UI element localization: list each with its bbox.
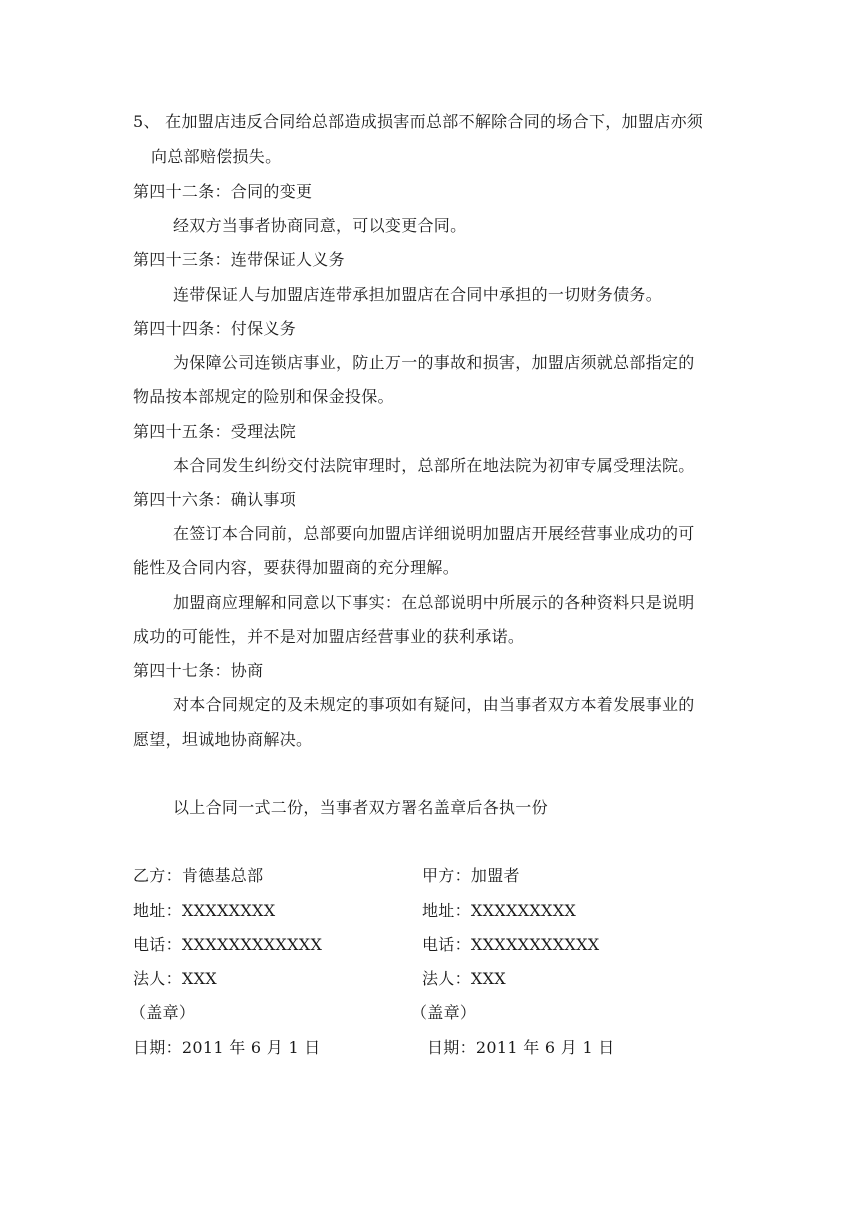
party-a-phone: 电话：XXXXXXXXXXX: [422, 935, 600, 954]
article-43-body: 连带保证人与加盟店连带承担加盟店在合同中承担的一切财务债务。: [173, 285, 663, 304]
article-47-heading: 第四十七条：协商: [133, 661, 264, 680]
article-45-heading: 第四十五条：受理法院: [133, 422, 297, 441]
party-b-seal: （盖章）: [130, 1003, 196, 1022]
article-44-heading: 第四十四条：付保义务: [133, 319, 297, 338]
clause-5-line-2: 向总部赔偿损失。: [151, 147, 282, 166]
clause-5-line-1: 5、 在加盟店违反合同给总部造成损害而总部不解除合同的场合下，加盟店亦须: [133, 112, 704, 131]
party-b-name: 乙方：肯德基总部: [133, 866, 264, 885]
article-47-body-line-1: 对本合同规定的及未规定的事项如有疑问，由当事者双方本着发展事业的: [173, 695, 695, 714]
party-b-legal-rep: 法人：XXX: [133, 969, 217, 988]
article-46-para-2-line-2: 成功的可能性，并不是对加盟店经营事业的获利承诺。: [133, 627, 525, 646]
article-46-heading: 第四十六条：确认事项: [133, 490, 297, 509]
party-a-date: 日期：2011 年 6 月 1 日: [427, 1038, 615, 1057]
party-a-seal: （盖章）: [411, 1003, 477, 1022]
closing-statement: 以上合同一式二份，当事者双方署名盖章后各执一份: [173, 798, 548, 817]
article-44-body-line-2: 物品按本部规定的险别和保金投保。: [133, 387, 394, 406]
party-b-phone: 电话：XXXXXXXXXXXX: [133, 935, 323, 954]
article-47-body-line-2: 愿望，坦诚地协商解决。: [133, 730, 313, 749]
article-46-para-2-line-1: 加盟商应理解和同意以下事实：在总部说明中所展示的各种资料只是说明: [173, 593, 695, 612]
article-44-body-line-1: 为保障公司连锁店事业，防止万一的事故和损害，加盟店须就总部指定的: [173, 353, 695, 372]
article-46-para-1-line-2: 能性及合同内容，要获得加盟商的充分理解。: [133, 558, 460, 577]
article-46-para-1-line-1: 在签订本合同前，总部要向加盟店详细说明加盟店开展经营事业成功的可: [173, 524, 695, 543]
party-a-name: 甲方：加盟者: [422, 866, 520, 885]
party-a-address: 地址：XXXXXXXXX: [422, 901, 577, 920]
party-b-date: 日期：2011 年 6 月 1 日: [133, 1038, 321, 1057]
article-42-heading: 第四十二条：合同的变更: [133, 182, 313, 201]
party-b-address: 地址：XXXXXXXX: [133, 901, 276, 920]
article-45-body: 本合同发生纠纷交付法院审理时，总部所在地法院为初审专属受理法院。: [173, 456, 695, 475]
party-a-legal-rep: 法人：XXX: [422, 969, 506, 988]
article-42-body: 经双方当事者协商同意，可以变更合同。: [173, 216, 467, 235]
article-43-heading: 第四十三条：连带保证人义务: [133, 250, 345, 269]
